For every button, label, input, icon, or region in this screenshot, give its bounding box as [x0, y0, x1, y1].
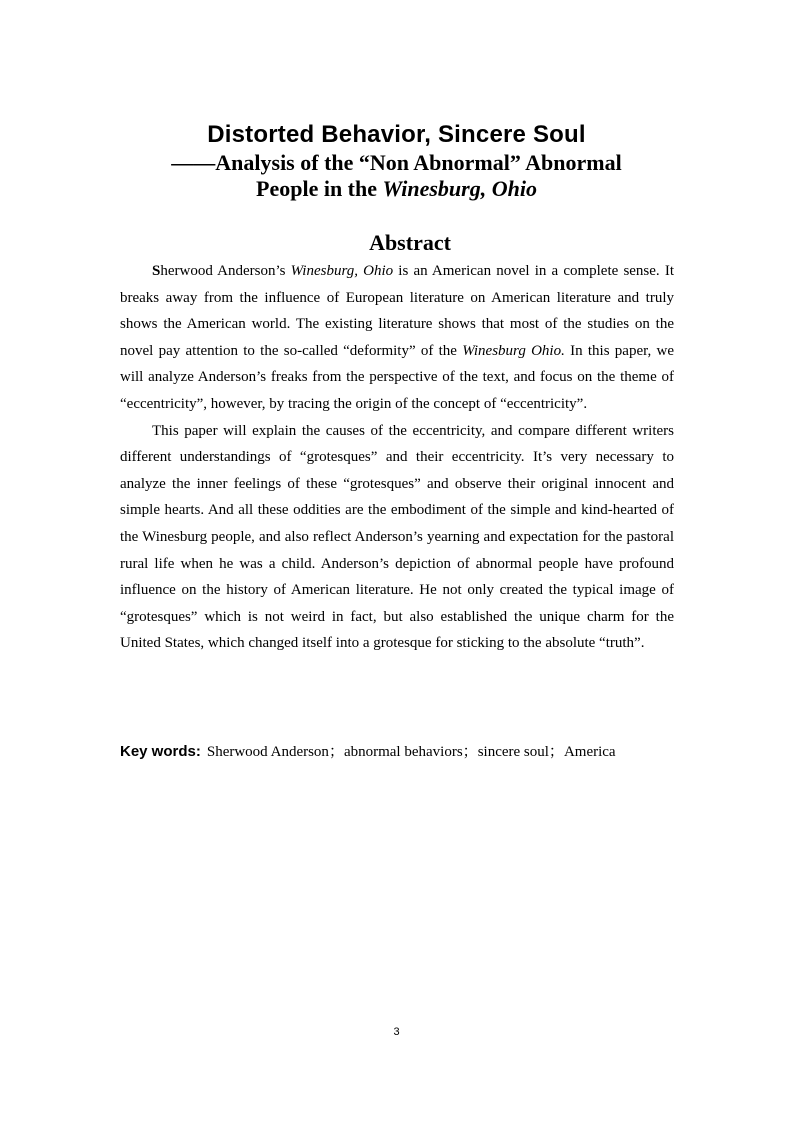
- p1-text-part-1: herwood Anderson’s: [160, 263, 291, 279]
- p1-text-part-2: is an American novel in a complete sense. It breaks away from the influence of European literature on American literature and truly shows the American world. The existing literature shows that most of the studies on the novel pay attention to the so-called “deformity” of the: [120, 263, 674, 359]
- keyword-item: sincere soul: [477, 744, 549, 760]
- page-number: 3: [393, 1026, 400, 1038]
- subtitle-line-2: [0, 176, 793, 202]
- keyword-separator: ；: [548, 744, 564, 760]
- subtitle-line-2-prefix: People in the: [256, 176, 383, 201]
- keyword-item: abnormal behaviors: [343, 744, 463, 760]
- keyword-separator: ；: [328, 744, 344, 760]
- paper-subtitle: [0, 150, 793, 202]
- keywords-line: [120, 740, 680, 764]
- keyword-separator: ；: [462, 744, 478, 760]
- keywords-label: Key words:: [120, 743, 201, 760]
- paper-title: Distorted Behavior, Sincere Soul: [207, 121, 586, 148]
- subtitle-novel-title: Winesburg, Ohio: [382, 176, 537, 201]
- abstract-heading: Abstract: [369, 230, 451, 255]
- keyword-item: Sherwood Anderson: [206, 744, 329, 760]
- abstract-paragraph-2: This paper will explain the causes of the eccentricity, and compare different writers different understandings of “grotesques” and their eccentricity. It’s very necessary to analyze the inner feelings of these “grotesques” and observe their original innocent and simple hearts. And all these oddities are the embodiment of the simple and kind-hearted of the Winesburg people, and also reflect Anderson’s yearning and expectation for the pastoral rural life when he was a child. Anderson’s depiction of abnormal people have profound influence on the history of American literature. He not only created the typical image of “grotesques” which is not weird in fact, but also established the unique charm for the United States, which changed itself into a grotesque for sticking to the absolute “truth”.: [120, 422, 674, 652]
- paragraph-initial-letter: S: [152, 263, 161, 279]
- abstract-body: [120, 258, 674, 657]
- p1-text-part-3: In this paper, we will analyze Anderson’s freaks from the perspective of the text, and focus on the theme of “eccentricity”, however, by tracing the origin of the concept of “eccentricity”.: [120, 342, 674, 412]
- abstract-paragraph-1: [120, 258, 674, 418]
- keyword-item: America: [563, 744, 616, 760]
- p1-novel-title-1: Winesburg, Ohio: [290, 263, 394, 279]
- subtitle-line-1: ——Analysis of the “Non Abnormal” Abnormal: [171, 150, 622, 175]
- p1-novel-title-2: Winesburg Ohio.: [462, 342, 565, 359]
